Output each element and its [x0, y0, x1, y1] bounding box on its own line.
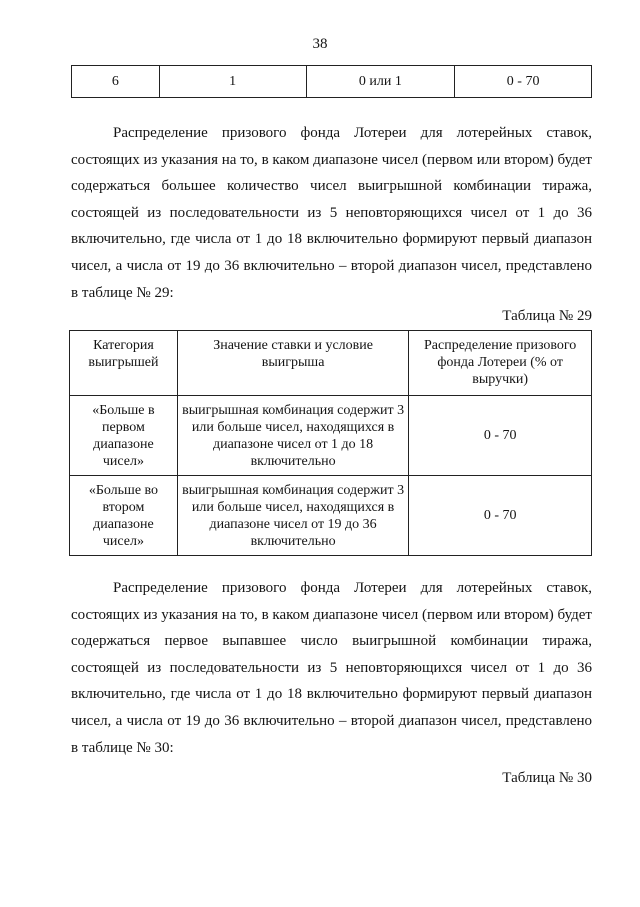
table-header-row	[70, 331, 592, 396]
table-cell: 0 или 1	[306, 66, 455, 98]
table-row	[72, 66, 592, 98]
paragraph-table30-intro: Распределение призового фонда Лотереи для лотерейных ставок, состоящих из указания на то, в каком диапазоне чисел (первом или втором) будет содержаться первое выпавшее число выигрышной комбинации тиража, состоящей из последовательности из 5 неповторяющихся чисел от 1 до 36 включительно, где числа от 1 до 18 включительно формируют первый диапазон чисел, а числа от 19 до 36 включительно – второй диапазон чисел, представлено в таблице № 30:	[71, 580, 592, 756]
distribution-cell: 0 - 70	[409, 396, 592, 476]
table-cell: 0 - 70	[455, 66, 592, 98]
header-condition: Значение ставки и условие выигрыша	[177, 331, 408, 396]
condition-cell: выигрышная комбинация содержит 3 или больше чисел, находящихся в диапазоне чисел от 1 до 18 включительно	[177, 396, 408, 476]
condition-cell: выигрышная комбинация содержит 3 или больше чисел, находящихся в диапазоне чисел от 19 до 36 включительно	[177, 476, 408, 556]
table-row	[70, 396, 592, 476]
category-cell: «Больше во втором диапазоне чисел»	[70, 476, 178, 556]
category-cell: «Больше в первом диапазоне чисел»	[70, 396, 178, 476]
table30-caption: Таблица № 30	[502, 770, 592, 786]
page-number: 38	[312, 36, 328, 52]
header-distribution: Распределение призового фонда Лотереи (% от выручки)	[409, 331, 592, 396]
header-category: Категория выигрышей	[70, 331, 178, 396]
table-cell: 1	[159, 66, 306, 98]
table29-caption: Таблица № 29	[502, 308, 592, 324]
table-row	[70, 476, 592, 556]
distribution-cell: 0 - 70	[409, 476, 592, 556]
table-29	[69, 330, 592, 556]
table-cell: 6	[72, 66, 160, 98]
paragraph-table29-intro: Распределение призового фонда Лотереи для лотерейных ставок, состоящих из указания на то, в каком диапазоне чисел (первом или втором) будет содержаться большее количество чисел выигрышной комбинации тиража, состоящей из последовательности из 5 неповторяющихся чисел от 1 до 36 включительно, где числа от 1 до 18 включительно формируют первый диапазон чисел, а числа от 19 до 36 включительно – второй диапазон чисел, представлено в таблице № 29:	[71, 125, 592, 301]
prize-table-continued	[71, 65, 592, 98]
